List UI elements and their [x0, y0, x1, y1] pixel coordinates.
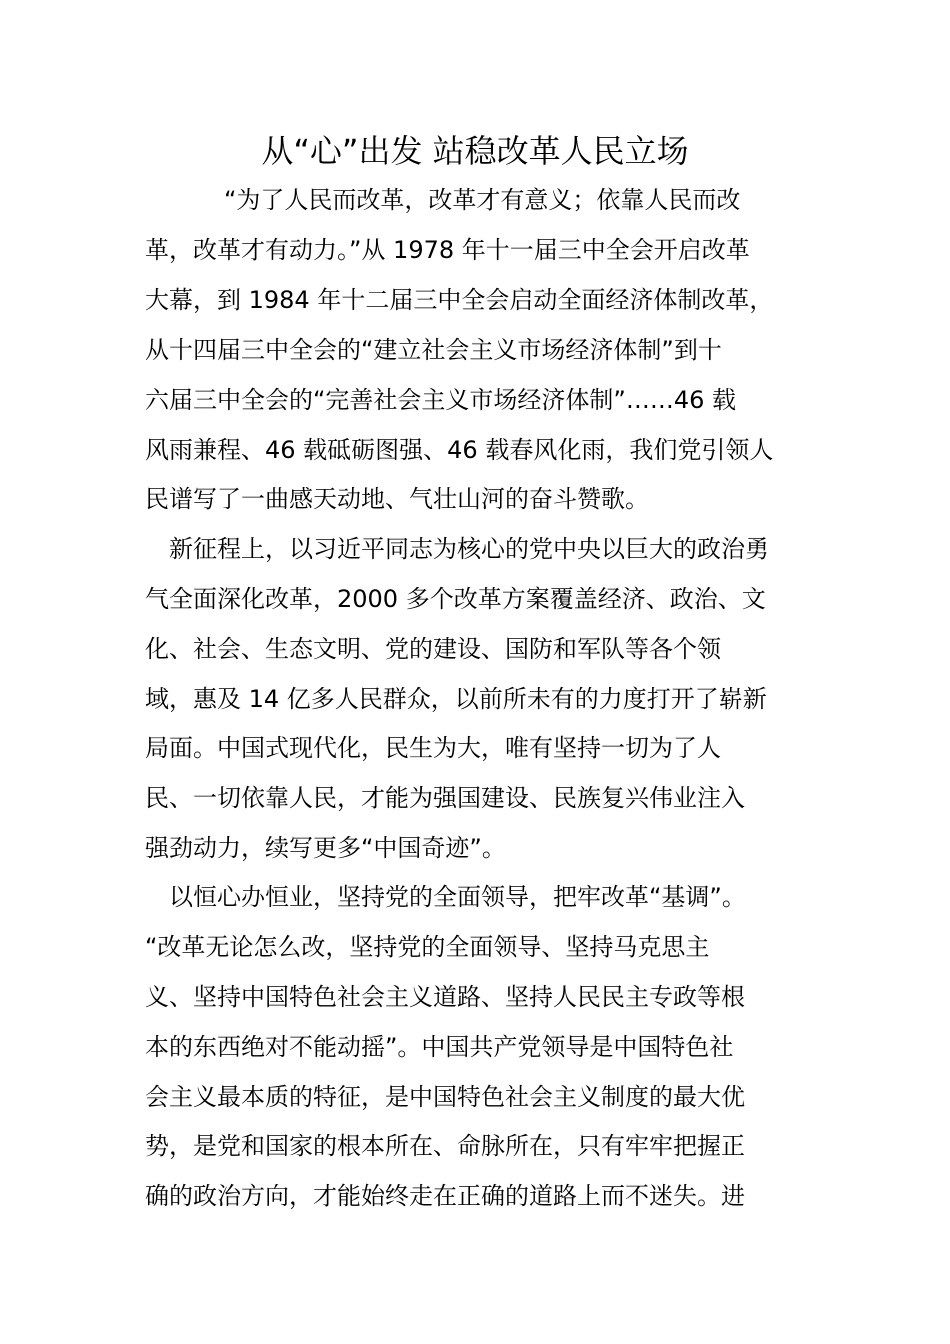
- paragraph-3-line-7: 确的政治方向，才能始终走在正确的道路上而不迷失。进: [145, 1182, 745, 1210]
- paragraph-1-line-6: 风雨兼程、46 载砥砺图强、46 载春风化雨，我们党引领人: [145, 436, 774, 464]
- paragraph-3-line-6: 势，是党和国家的根本所在、命脉所在，只有牢牢把握正: [145, 1132, 745, 1160]
- paragraph-3-line-4: 本的东西绝对不能动摇”。中国共产党领导是中国特色社: [145, 1033, 734, 1061]
- paragraph-2-line-5: 局面。中国式现代化，民生为大，唯有坚持一切为了人: [145, 734, 721, 762]
- paragraph-2-line-3: 化、社会、生态文明、党的建设、国防和军队等各个领: [145, 635, 721, 663]
- paragraph-3-line-1: 以恒心办恒业，坚持党的全面领导，把牢改革“基调”。: [169, 883, 746, 911]
- paragraph-1-line-5: 六届三中全会的“完善社会主义市场经济体制”……46 载: [145, 386, 737, 414]
- paragraph-1-line-3: 大幕，到 1984 年十二届三中全会启动全面经济体制改革，: [145, 286, 774, 314]
- paragraph-1-line-7: 民谱写了一曲感天动地、气壮山河的奋斗赞歌。: [145, 485, 649, 513]
- document-title: 从“心”出发 站稳改革人民立场: [261, 132, 689, 170]
- paragraph-3-line-3: 义、坚持中国特色社会主义道路、坚持人民民主专政等根: [145, 983, 745, 1011]
- paragraph-3-line-2: “改革无论怎么改，坚持党的全面领导、坚持马克思主: [145, 933, 710, 961]
- paragraph-1-line-2: 革，改革才有动力。”从 1978 年十一届三中全会开启改革: [145, 236, 750, 264]
- paragraph-1-line-4: 从十四届三中全会的“建立社会主义市场经济体制”到十: [145, 336, 722, 364]
- paragraph-2-line-7: 强劲动力，续写更多“中国奇迹”。: [145, 834, 506, 862]
- paragraph-2-line-4: 域，惠及 14 亿多人民群众，以前所未有的力度打开了崭新: [145, 685, 767, 713]
- paragraph-2-line-2: 气全面深化改革，2000 多个改革方案覆盖经济、政治、文: [145, 585, 766, 613]
- paragraph-2-line-1: 新征程上，以习近平同志为核心的党中央以巨大的政治勇: [169, 535, 769, 563]
- paragraph-1-line-1: “为了人民而改革，改革才有意义；依靠人民而改: [224, 186, 741, 214]
- paragraph-2-line-6: 民、一切依靠人民，才能为强国建设、民族复兴伟业注入: [145, 784, 745, 812]
- paragraph-3-line-5: 会主义最本质的特征，是中国特色社会主义制度的最大优: [145, 1083, 745, 1111]
